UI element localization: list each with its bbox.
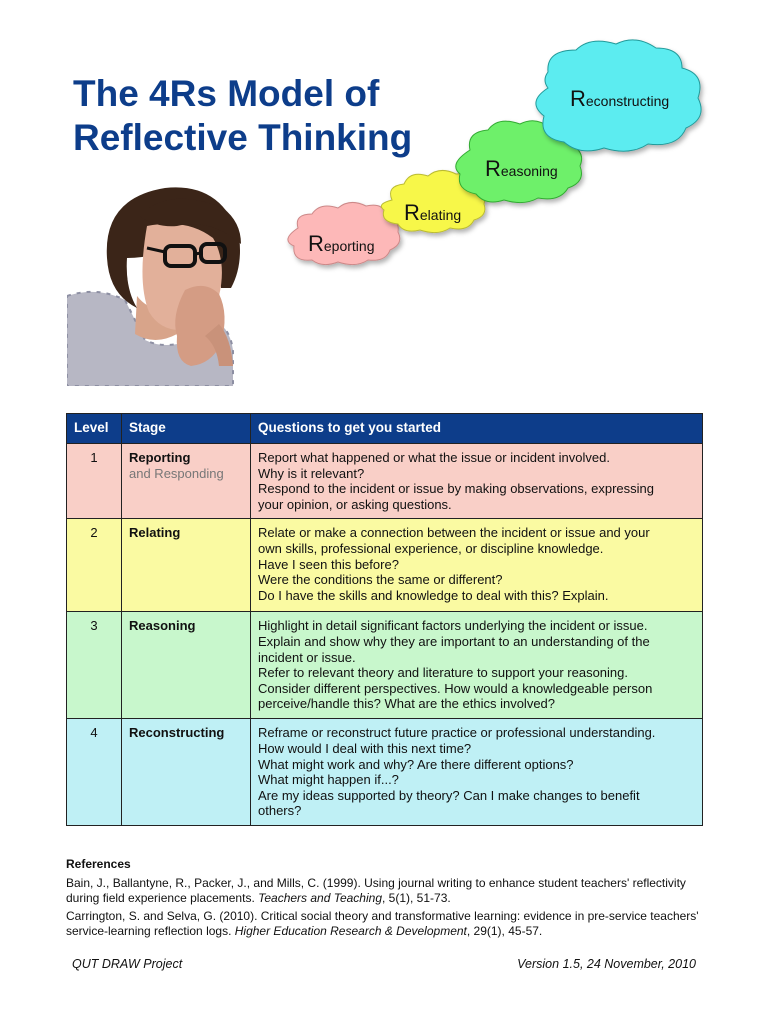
stage-subtitle: and Responding bbox=[129, 465, 224, 481]
table-row bbox=[67, 612, 703, 719]
stage-name: Reconstructing bbox=[129, 725, 225, 741]
questions-cell bbox=[251, 519, 703, 612]
reference-item bbox=[66, 909, 706, 939]
stage-cell bbox=[122, 719, 251, 826]
reflection-levels-table bbox=[66, 413, 703, 826]
question-line: Refer to relevant theory and literature to support your reasoning. bbox=[258, 665, 628, 681]
question-line: Explain and show why they are important to an understanding of the bbox=[258, 633, 650, 649]
cloud-initial: R bbox=[308, 231, 324, 256]
table-row bbox=[67, 719, 703, 826]
question-line: perceive/handle this? What are the ethics involved? bbox=[258, 696, 556, 712]
cloud-rest: elating bbox=[419, 207, 462, 223]
references-heading: References bbox=[66, 857, 131, 871]
column-header-level: Level bbox=[67, 414, 122, 444]
reference-text: Bain, J., Ballantyne, R., Packer, J., and Mills, C. (1999). Using journal writing to enhance student teachers' reflectivity during field experience placements. bbox=[66, 876, 686, 905]
reference-item bbox=[66, 876, 706, 906]
level-cell: 2 bbox=[67, 519, 122, 612]
question-line: Do I have the skills and knowledge to deal with this? Explain. bbox=[258, 587, 609, 603]
stage-cell bbox=[122, 519, 251, 612]
question-line: How would I deal with this next time? bbox=[258, 740, 472, 756]
question-line: Reframe or reconstruct future practice or professional understanding. bbox=[258, 725, 656, 741]
references-section bbox=[66, 857, 706, 942]
question-line: Consider different perspectives. How would a knowledgeable person bbox=[258, 680, 653, 696]
stage-cell bbox=[122, 444, 251, 519]
table-row bbox=[67, 519, 703, 612]
level-cell: 1 bbox=[67, 444, 122, 519]
reference-journal: Higher Education Research & Development bbox=[234, 924, 467, 938]
cloud-initial: R bbox=[485, 156, 501, 181]
question-line: Highlight in detail significant factors underlying the incident or issue. bbox=[258, 618, 648, 634]
level-cell: 3 bbox=[67, 612, 122, 719]
cloud-initial: R bbox=[570, 86, 586, 111]
column-header-stage: Stage bbox=[122, 414, 251, 444]
question-line: Have I seen this before? bbox=[258, 556, 399, 572]
cloud-rest: easoning bbox=[500, 163, 558, 179]
cloud-rest: econstructing bbox=[585, 93, 670, 109]
person-thinking-icon bbox=[67, 186, 253, 386]
questions-cell bbox=[251, 612, 703, 719]
question-line: Report what happened or what the issue or incident involved. bbox=[258, 450, 610, 465]
footer-project: QUT DRAW Project bbox=[72, 957, 183, 971]
column-header-questions: Questions to get you started bbox=[251, 414, 703, 444]
table-header-row bbox=[67, 414, 703, 444]
question-line: What might happen if...? bbox=[258, 772, 399, 788]
level-cell: 4 bbox=[67, 719, 122, 826]
question-line: What might work and why? Are there different options? bbox=[258, 756, 574, 772]
question-line: Why is it relevant? bbox=[258, 465, 365, 481]
question-line: your opinion, or asking questions. bbox=[258, 496, 452, 512]
footer-version: Version 1.5, 24 November, 2010 bbox=[517, 957, 696, 971]
reference-text: Carrington, S. and Selva, G. (2010). Critical social theory and transformative learning: evidence in pre-service teachers' service-learning reflection logs. bbox=[66, 909, 699, 938]
table-row bbox=[67, 444, 703, 519]
reference-tail: , 29(1), 45-57. bbox=[466, 924, 543, 938]
question-line: others? bbox=[258, 803, 302, 819]
cloud-rest: eporting bbox=[323, 238, 375, 254]
title-line-2: Reflective Thinking bbox=[73, 117, 413, 158]
stage-name: Relating bbox=[129, 525, 181, 541]
question-line: Were the conditions the same or different? bbox=[258, 572, 503, 588]
questions-cell bbox=[251, 444, 703, 519]
cloud-initial: R bbox=[404, 200, 420, 225]
question-line: Respond to the incident or issue by making observations, expressing bbox=[258, 481, 654, 497]
reference-tail: , 5(1), 51-73. bbox=[382, 891, 451, 905]
stage-name: Reporting bbox=[129, 450, 191, 465]
title-line-1: The 4Rs Model of bbox=[73, 73, 380, 114]
stage-cell bbox=[122, 612, 251, 719]
reference-journal: Teachers and Teaching bbox=[258, 891, 382, 905]
question-line: incident or issue. bbox=[258, 649, 356, 665]
questions-cell bbox=[251, 719, 703, 826]
question-line: Relate or make a connection between the incident or issue and your bbox=[258, 525, 650, 541]
question-line: Are my ideas supported by theory? Can I make changes to benefit bbox=[258, 787, 640, 803]
question-line: own skills, professional experience, or discipline knowledge. bbox=[258, 540, 604, 556]
stage-name: Reasoning bbox=[129, 618, 196, 634]
